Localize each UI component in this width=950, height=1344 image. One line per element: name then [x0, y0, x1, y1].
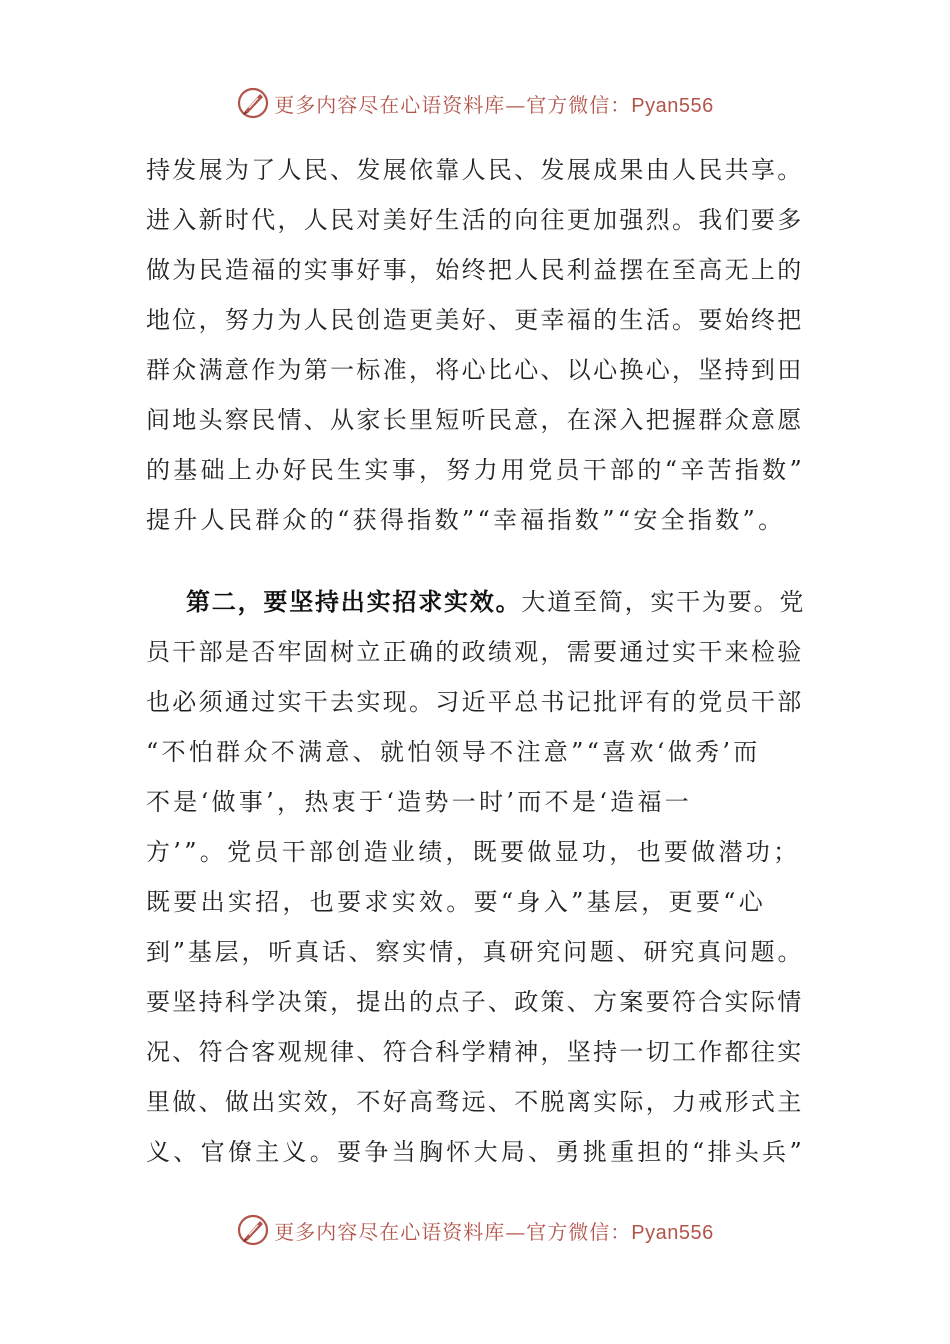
header-banner-label: 更多内容尽在心语资料库—官方微信：	[274, 92, 632, 117]
text-line: 做为民造福的实事好事，始终把人民利益摆在至高无上的	[146, 256, 804, 284]
lead-text: 大道至简，实干为要。党	[521, 588, 806, 616]
header-banner-text	[274, 89, 713, 118]
header-banner	[0, 83, 950, 123]
text-line: 要坚持科学决策，提出的点子、政策、方案要符合实际情	[146, 988, 804, 1016]
text-line: 间地头察民情、从家长里短听民意，在深入把握群众意愿	[146, 406, 804, 434]
text-line: 不是‘做事’，热衷于‘造势一时’而不是‘造福一	[146, 788, 693, 816]
text-line: 的基础上办好民生实事，努力用党员干部的“辛苦指数”	[146, 456, 806, 484]
text-line: 员干部是否牢固树立正确的政绩观，需要通过实干来检验	[146, 638, 804, 666]
footer-banner	[0, 1210, 950, 1250]
paragraph-2	[146, 577, 806, 1177]
text-line: “不怕群众不满意、就怕领导不注意”“喜欢‘做秀’而	[146, 738, 761, 766]
text-line: 提升人民群众的“获得指数”“幸福指数”“安全指数”。	[146, 506, 786, 534]
text-line: 既要出实招，也要求实效。要“身入”基层，更要“心	[146, 888, 767, 916]
footer-banner-label: 更多内容尽在心语资料库—官方微信：	[274, 1219, 632, 1244]
text-line: 义、官僚主义。要争当胸怀大局、勇挑重担的“排头兵”	[146, 1138, 806, 1166]
text-line: 里做、做出实效，不好高骛远、不脱离实际，力戒形式主	[146, 1088, 804, 1116]
text-line: 地位，努力为人民创造更美好、更幸福的生活。要始终把	[146, 306, 804, 334]
paragraph-1	[146, 145, 806, 545]
section-heading: 第二，要坚持出实招求实效。	[186, 587, 522, 616]
text-line: 进入新时代，人民对美好生活的向往更加强烈。我们要多	[146, 206, 804, 234]
text-line: 况、符合客观规律、符合科学精神，坚持一切工作都往实	[146, 1038, 804, 1066]
quill-logo-icon	[236, 86, 270, 120]
text-line: 群众满意作为第一标准，将心比心、以心换心，坚持到田	[146, 356, 804, 384]
document-body	[146, 145, 806, 1177]
text-line: 到”基层，听真话、察实情，真研究问题、研究真问题。	[146, 938, 805, 966]
footer-banner-text	[274, 1216, 713, 1245]
text-line: 也必须通过实干去实现。习近平总书记批评有的党员干部	[146, 688, 804, 716]
text-line-lead	[146, 577, 806, 627]
text-line: 持发展为了人民、发展依靠人民、发展成果由人民共享。	[146, 156, 804, 184]
footer-wechat-id: Pyan556	[631, 1221, 714, 1244]
quill-logo-icon	[236, 1213, 270, 1247]
text-line: 方’”。党员干部创造业绩，既要做显功，也要做潜功；	[146, 838, 801, 866]
header-wechat-id: Pyan556	[631, 94, 714, 117]
